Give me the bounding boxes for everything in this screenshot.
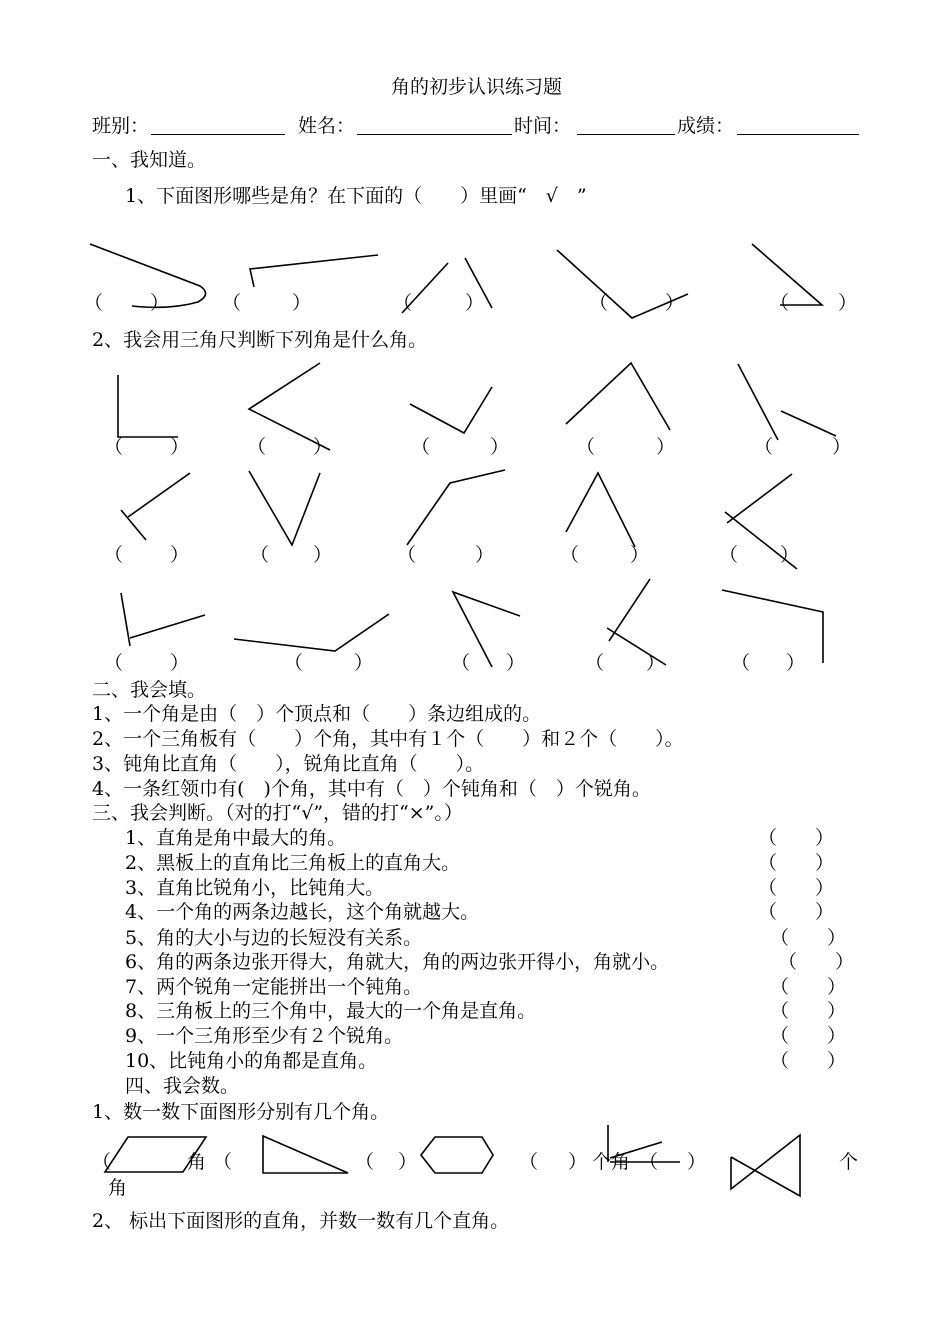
section-3-heading: 三、我会判断。（对的打“√”，错的打“×”。） <box>92 802 463 824</box>
q2-r1-figure-2 <box>249 363 330 450</box>
score-label: 成绩： <box>677 115 735 137</box>
s3-answer-8[interactable]: （ ） <box>770 1000 847 1022</box>
q2-r3-paren-open-2: （ <box>284 652 304 674</box>
s3-item-7: 7、两个锐角一定能拼出一个钝角。 <box>125 976 423 998</box>
s3-item-5: 5、角的大小与边的长短没有关系。 <box>125 927 423 949</box>
q1-paren-close-5: ） <box>838 292 858 314</box>
q2-r3-paren-close-5: ） <box>786 652 806 674</box>
q1-paren-close-1: ） <box>150 292 170 314</box>
q2-r3-paren-open-1: （ <box>104 652 124 674</box>
section-4-heading: 四、我会数。 <box>125 1075 240 1097</box>
q2-r2-paren-close-4: ） <box>630 544 650 566</box>
q2-r1-paren-open-2: （ <box>247 436 267 458</box>
q2-r3-figure-3 <box>453 592 520 667</box>
s3-answer-7[interactable]: （ ） <box>770 976 847 998</box>
q2-r2-figure-1a <box>128 473 190 517</box>
q2-r2-paren-open-1: （ <box>104 544 124 566</box>
q2-r1-paren-open-4: （ <box>576 436 596 458</box>
q2-r3-paren-close-3: ） <box>506 652 526 674</box>
s4-question-2: 2、 标出下面图形的直角，并数一数有几个直角。 <box>92 1210 510 1232</box>
s4-paren-open-3: （ <box>355 1151 375 1173</box>
q2-r3-figure-5 <box>722 590 823 663</box>
q2-r1-paren-close-2: ） <box>313 436 333 458</box>
q2-r1-figure-5a <box>738 364 778 440</box>
s1-question-2: 2、我会用三角尺判断下列角是什么角。 <box>92 329 428 351</box>
q2-r2-paren-open-5: （ <box>719 544 739 566</box>
s4-parallelogram <box>105 1137 206 1172</box>
s4-unit-5: 个 <box>839 1151 859 1173</box>
q1-figure-5 <box>752 244 822 305</box>
s3-answer-6[interactable]: （ ） <box>778 951 855 973</box>
s4-paren-open-1: （ <box>92 1151 112 1173</box>
q2-r3-paren-open-3: （ <box>451 652 471 674</box>
section-2-heading: 二、我会填。 <box>92 679 207 701</box>
q2-r1-paren-open-5: （ <box>754 436 774 458</box>
q1-figure-3b <box>465 258 492 308</box>
s4-paren-close-5: ） <box>687 1151 707 1173</box>
s4-unit-1b: 角 <box>108 1177 128 1199</box>
q2-r3-paren-open-5: （ <box>731 652 751 674</box>
class-label: 班别： <box>92 115 150 137</box>
s2-item-2: 2、一个三角板有（ ）个角，其中有１个（ ）和２个（ ）。 <box>92 728 684 750</box>
q2-r2-paren-close-2: ） <box>313 544 333 566</box>
q1-figure-3a <box>402 263 448 313</box>
q1-paren-open-4: （ <box>589 292 609 314</box>
q2-r1-figure-4 <box>566 363 670 430</box>
q1-paren-close-2: ） <box>292 292 312 314</box>
q2-r2-figure-5b <box>725 512 800 569</box>
q2-r3-figure-4a <box>609 579 650 641</box>
q2-r3-figure-1b <box>130 615 205 638</box>
q1-figure-4 <box>557 250 688 318</box>
s4-paren-open-2: （ <box>213 1151 233 1173</box>
s2-item-4: 4、一条红领巾有( )个角，其中有（ ）个钝角和（ ）个锐角。 <box>92 778 651 800</box>
s4-paren-close-4: ） <box>568 1151 588 1173</box>
s1-question-1: 1、下面图形哪些是角？在下面的（ ）里画“ √ ” <box>125 185 587 207</box>
q2-r1-paren-open-3: （ <box>411 436 431 458</box>
q2-r2-paren-open-3: （ <box>397 544 417 566</box>
s3-answer-9[interactable]: （ ） <box>770 1025 847 1047</box>
q2-r2-figure-2 <box>249 471 320 545</box>
q2-r1-paren-close-5: ） <box>832 436 852 458</box>
s3-answer-2[interactable]: （ ） <box>758 852 835 874</box>
s2-item-3: 3、钝角比直角（ ），锐角比直角（ ）。 <box>92 753 485 775</box>
q2-r3-figure-2 <box>234 614 389 651</box>
s3-answer-4[interactable]: （ ） <box>758 901 835 923</box>
s4-ray-diagonal <box>610 1142 662 1158</box>
q2-r2-figure-1b <box>121 510 146 540</box>
s3-item-6: 6、角的两条边张开得大，角就大，角的两边张开得小，角就小。 <box>125 951 670 973</box>
q1-paren-open-5: （ <box>770 292 790 314</box>
s4-unit-4: 个角 <box>592 1151 631 1173</box>
q2-r3-paren-close-1: ） <box>170 652 190 674</box>
q2-r2-paren-close-1: ） <box>170 544 190 566</box>
q2-r2-paren-open-2: （ <box>250 544 270 566</box>
s4-right-triangle <box>263 1136 348 1173</box>
q2-r2-figure-4 <box>566 473 635 547</box>
s4-hexagon <box>421 1137 493 1173</box>
q2-r2-paren-close-5: ） <box>780 544 800 566</box>
q2-r2-figure-3 <box>407 470 505 545</box>
q2-r3-paren-close-2: ） <box>354 652 374 674</box>
q1-paren-open-1: （ <box>84 292 104 314</box>
q1-figure-1 <box>90 244 206 307</box>
s3-answer-1[interactable]: （ ） <box>758 827 835 849</box>
q2-r1-figure-1 <box>118 375 178 437</box>
page-title: 角的初步认识练习题 <box>391 76 563 98</box>
time-label: 时间： <box>514 115 572 137</box>
s3-item-9: 9、一个三角形至少有２个锐角。 <box>125 1025 404 1047</box>
s4-paren-close-3: ） <box>398 1151 418 1173</box>
s4-question-1: 1、数一数下面图形分别有几个角。 <box>92 1101 390 1123</box>
s3-item-1: 1、直角是角中最大的角。 <box>125 827 347 849</box>
s4-unit-1: 角 <box>187 1151 207 1173</box>
s3-item-2: 2、黑板上的直角比三角板上的直角大。 <box>125 852 461 874</box>
s3-item-4: 4、一个角的两条边越长，这个角就越大。 <box>125 901 480 923</box>
q2-r3-figure-4b <box>607 628 666 665</box>
q2-r2-figure-5a <box>727 474 792 523</box>
q2-r1-paren-close-4: ） <box>656 436 676 458</box>
q1-paren-close-3: ） <box>465 292 485 314</box>
q2-r1-figure-5b <box>781 411 836 436</box>
q2-r2-paren-open-4: （ <box>560 544 580 566</box>
q2-r1-paren-open-1: （ <box>104 436 124 458</box>
q2-r2-paren-close-3: ） <box>475 544 495 566</box>
q2-r1-paren-close-1: ） <box>170 436 190 458</box>
q2-r3-paren-close-4: ） <box>646 652 666 674</box>
s3-answer-3[interactable]: （ ） <box>758 877 835 899</box>
q1-paren-close-4: ） <box>665 292 685 314</box>
q1-paren-open-3: （ <box>393 292 413 314</box>
section-1-heading: 一、我知道。 <box>92 149 207 171</box>
s3-item-8: 8、三角板上的三个角中，最大的一个角是直角。 <box>125 1000 537 1022</box>
q2-r1-paren-close-3: ） <box>490 436 510 458</box>
q1-paren-open-2: （ <box>222 292 242 314</box>
s3-answer-5[interactable]: （ ） <box>770 927 847 949</box>
s3-item-10: 10、比钝角小的角都是直角。 <box>125 1050 378 1072</box>
s3-item-3: 3、直角比锐角小，比钝角大。 <box>125 877 385 899</box>
s4-paren-open-5: （ <box>639 1151 659 1173</box>
s3-answer-10[interactable]: （ ） <box>770 1050 847 1072</box>
q2-r3-paren-open-4: （ <box>585 652 605 674</box>
q1-figure-2 <box>250 255 378 287</box>
s2-item-1: 1、一个角是由（ ）个顶点和（ ）条边组成的。 <box>92 703 542 725</box>
q2-r3-figure-1a <box>121 593 130 646</box>
s4-paren-open-4: （ <box>519 1151 539 1173</box>
q2-r1-figure-3 <box>410 387 492 433</box>
s4-bowtie <box>731 1135 800 1196</box>
name-label: 姓名： <box>298 115 356 137</box>
